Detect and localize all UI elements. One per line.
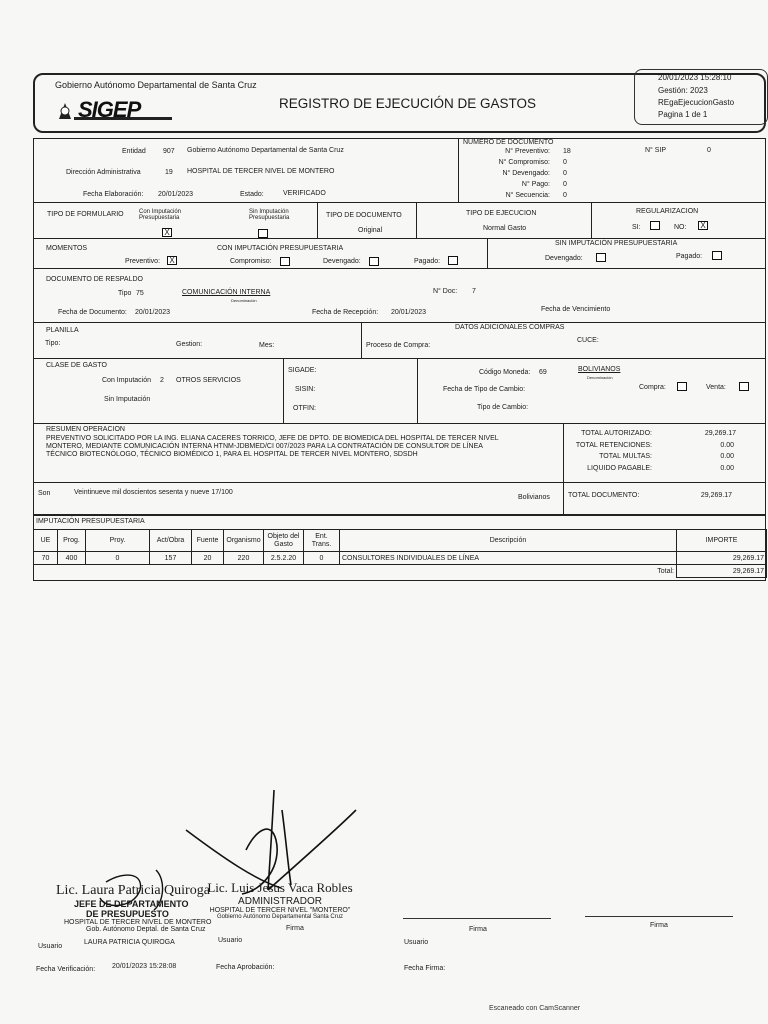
tipo-formulario-label: TIPO DE FORMULARIO — [47, 211, 124, 218]
regularizacion-si-checkbox[interactable] — [650, 221, 660, 230]
logo-text: SIGEP — [78, 97, 141, 122]
col-actobra: Act/Obra — [150, 530, 192, 552]
respaldo-doc-value: 7 — [472, 288, 476, 295]
total-autorizado-label: TOTAL AUTORIZADO: — [581, 430, 652, 437]
government-name: Gobierno Autónomo Departamental de Santa Cruz — [55, 80, 257, 90]
regularizacion-no-label: NO: — [674, 224, 687, 231]
con-imputacion-label: Con Imputación Presupuestaria — [139, 209, 182, 221]
son-value: Veintinueve mil doscientos sesenta y nueve 17/100 — [74, 489, 233, 496]
stamp1-name: Lic. Laura Patricia Quiroga — [56, 883, 210, 898]
col-ent-trans: Ent. Trans. — [304, 530, 340, 552]
header-datetime: 20/01/2023 15:28:10 — [658, 73, 732, 82]
fecha-recepcion-label: Fecha de Recepción: — [312, 309, 379, 316]
imputacion-total: 29,269.17 — [677, 565, 767, 578]
moneda-denominacion: Denominación — [587, 375, 613, 380]
planilla-gestion-label: Gestion: — [176, 341, 203, 348]
sigade-label: SIGADE: — [288, 367, 317, 374]
regularizacion-label: REGULARIZACION — [636, 208, 699, 215]
fecha-firma-label: Fecha Firma: — [404, 965, 446, 972]
secuencia-value: 0 — [563, 192, 567, 199]
direccion-name: HOSPITAL DE TERCER NIVEL DE MONTERO — [187, 168, 335, 175]
stamp2-gov: Gobierno Autónomo Departamental Santa Cruz — [216, 914, 344, 920]
clase-sin-label: Sin Imputación — [104, 396, 151, 403]
datos-adicionales-label: DATOS ADICIONALES COMPRAS — [455, 324, 565, 331]
fecha-recepcion: 20/01/2023 — [391, 309, 427, 316]
imputacion-header-row — [34, 530, 767, 552]
tipo-ejecucion-value: Normal Gasto — [483, 225, 527, 232]
devengado-label: N° Devengado: — [502, 170, 550, 177]
cuce-label: CUCE: — [577, 337, 599, 344]
momentos-sin-label: SIN IMPUTACIÓN PRESUPUESTARIA — [555, 240, 678, 247]
entidad-label: Entidad — [122, 148, 146, 155]
direccion-code: 19 — [165, 169, 173, 176]
bolivianos-label: Bolivianos — [518, 494, 550, 501]
col-organismo: Organismo — [224, 530, 264, 552]
pagado-checkbox[interactable] — [448, 256, 458, 265]
fecha-elaboracion-label: Fecha Elaboración: — [83, 191, 144, 198]
direccion-label: Dirección Administrativa — [66, 169, 141, 176]
header-page: Pagina 1 de 1 — [658, 110, 708, 119]
resumen-line-3: TÉCNICO BIOTECNÓLOGO, TÉCNICO BIOMÉDICO 1, PARA EL HOSPITAL DE TERCER NIVEL MONTERO, SDSDH — [46, 451, 418, 458]
fecha-elaboracion: 20/01/2023 — [158, 191, 194, 198]
devengado-checkbox[interactable] — [369, 257, 379, 266]
sin-devengado-label: Devengado: — [545, 255, 583, 262]
regularizacion-no-checkbox[interactable]: X — [698, 221, 708, 230]
sin-imputacion-label: Sin Imputación Presupuestaria — [249, 209, 290, 221]
clase-gasto-label: CLASE DE GASTO — [46, 362, 107, 369]
clase-con-label: Con Imputación — [102, 377, 152, 384]
compromiso-label: N° Compromiso: — [498, 159, 550, 166]
compra-label: Compra: — [639, 384, 666, 391]
total-documento: 29,269.17 — [700, 492, 732, 499]
compromiso-momento-label: Compromiso: — [230, 258, 272, 265]
secuencia-label: N° Secuencia: — [505, 192, 550, 199]
respaldo-tipo-code: 75 — [136, 290, 144, 297]
tipo-cambio-label: Tipo de Cambio: — [477, 404, 529, 411]
fecha-aprobacion-label: Fecha Aprobación: — [216, 964, 275, 971]
col-descripcion: Descripción — [340, 530, 677, 552]
resumen-line-2: MONTERO, MEDIANTE COMUNICACIÓN INTERNA HTNM-JDBMED/CI 007/2023 PARA LA CONTRATACIÓN DE CONSULTOR DE LÍNEA — [46, 443, 483, 450]
preventivo-momento-label: Preventivo: — [125, 258, 161, 265]
fecha-verificacion: 20/01/2023 15:28:08 — [112, 963, 177, 970]
otfin-label: OTFIN: — [293, 405, 316, 412]
imputacion-table — [33, 529, 767, 578]
resumen-label: RESUMEN OPERACION — [46, 426, 125, 433]
moneda-code: 69 — [539, 369, 547, 376]
entidad-name: Gobierno Autónomo Departamental de Santa Cruz — [187, 147, 344, 154]
stamp2-title: ADMINISTRADOR — [238, 896, 322, 907]
col-ue: UE — [34, 530, 58, 552]
usuario1-label: Usuario — [38, 943, 63, 950]
col-objeto: Objeto del Gasto — [264, 530, 304, 552]
col-proy: Proy. — [86, 530, 150, 552]
proceso-compra-label: Proceso de Compra: — [366, 342, 431, 349]
numero-title: NUMERO DE DOCUMENTO — [463, 139, 554, 146]
sin-pagado-checkbox[interactable] — [712, 251, 722, 260]
stamp1-org: HOSPITAL DE TERCER NIVEL DE MONTERO — [64, 919, 212, 926]
firma-label-2: Firma — [286, 925, 304, 932]
firma-label-4: Firma — [650, 922, 668, 929]
sin-devengado-checkbox[interactable] — [596, 253, 606, 262]
stamp2-org: HOSPITAL DE TERCER NIVEL "MONTERO" — [209, 907, 351, 914]
imputacion-total-label: Total: — [340, 565, 677, 578]
stamp1-title: JEFE DE DEPARTAMENTO — [74, 899, 189, 909]
sigep-logo — [56, 97, 174, 123]
clase-con-code: 2 — [160, 377, 164, 384]
moneda-label: Código Moneda: — [479, 369, 531, 376]
stamp2-name: Lic. Luis Jesus Vaca Robles — [207, 880, 353, 895]
preventivo-checkbox[interactable]: X — [167, 256, 177, 265]
liquido-pagable-label: LIQUIDO PAGABLE: — [587, 465, 652, 472]
resumen-line-1: PREVENTIVO SOLICITADO POR LA ING. ELIANA CACERES TORRICO, JEFE DE DPTO. DE BIOMEDICA DEL HOSPITAL DE TERCER NIVEL — [46, 435, 499, 442]
sisin-label: SISIN: — [295, 386, 316, 393]
tipo-documento-label: TIPO DE DOCUMENTO — [326, 212, 402, 219]
sip-label: N° SIP — [645, 147, 667, 154]
col-fuente: Fuente — [192, 530, 224, 552]
entidad-code: 907 — [163, 148, 175, 155]
preventivo-value: 18 — [563, 148, 571, 155]
tipo-ejecucion-label: TIPO DE EJECUCION — [466, 210, 537, 217]
son-label: Son — [38, 490, 51, 497]
tipo-documento-value: Original — [358, 227, 383, 234]
fecha-vencimiento-label: Fecha de Vencimiento — [541, 306, 611, 313]
devengado-momento-label: Devengado: — [323, 258, 361, 265]
sin-imputacion-checkbox[interactable] — [258, 229, 268, 238]
compromiso-value: 0 — [563, 159, 567, 166]
imputacion-label: IMPUTACIÓN PRESUPUESTARIA — [36, 518, 145, 525]
scanner-watermark: Escaneado con CamScanner — [489, 1005, 581, 1012]
fecha-verificacion-label: Fecha Verificación: — [36, 966, 96, 973]
col-importe: IMPORTE — [677, 530, 767, 552]
total-multas: 0.00 — [720, 453, 734, 460]
planilla-tipo-label: Tipo: — [45, 340, 61, 347]
venta-checkbox[interactable] — [739, 382, 749, 391]
respaldo-denominacion: Denominación — [231, 298, 257, 303]
respaldo-label: DOCUMENTO DE RESPALDO — [46, 276, 143, 283]
preventivo-label: N° Preventivo: — [505, 148, 550, 155]
compra-checkbox[interactable] — [677, 382, 687, 391]
momentos-con-label: CON IMPUTACIÓN PRESUPUESTARIA — [217, 245, 344, 252]
stamp-administrador — [190, 880, 370, 920]
fecha-cambio-label: Fecha de Tipo de Cambio: — [443, 386, 526, 393]
regularizacion-si-label: SI: — [632, 224, 641, 231]
total-retenciones-label: TOTAL RETENCIONES: — [575, 442, 652, 449]
planilla-mes-label: Mes: — [259, 342, 275, 349]
header-report: REgaEjecucionGasto — [658, 98, 735, 107]
table-row: 70 400 0 157 20 220 2.5.2.20 0 CONSULTORES INDIVIDUALES DE LÍNEA 29,269.17 — [34, 552, 767, 565]
document-title: REGISTRO DE EJECUCIÓN DE GASTOS — [279, 96, 537, 111]
planilla-label: PLANILLA — [46, 327, 79, 334]
estado-value: VERIFICADO — [283, 190, 326, 197]
usuario2-label: Usuario — [218, 937, 243, 944]
total-autorizado: 29,269.17 — [704, 430, 736, 437]
fecha-documento-label: Fecha de Documento: — [58, 309, 127, 316]
total-multas-label: TOTAL MULTAS: — [599, 453, 652, 460]
total-documento-label: TOTAL DOCUMENTO: — [568, 492, 640, 499]
respaldo-tipo-label: Tipo — [118, 290, 132, 297]
estado-label: Estado: — [240, 191, 264, 198]
con-imputacion-checkbox[interactable]: X — [162, 228, 172, 237]
imputacion-total-row — [34, 565, 767, 578]
respaldo-tipo-name: COMUNICACIÓN INTERNA — [182, 289, 271, 296]
stamp1-gov: Gob. Autónomo Deptal. de Santa Cruz — [86, 926, 206, 933]
sip-value: 0 — [707, 147, 711, 154]
usuario3-label: Usuario — [404, 939, 429, 946]
moneda-name: BOLIVIANOS — [578, 366, 621, 373]
respaldo-doc-label: N° Doc: — [433, 288, 458, 295]
pago-label: N° Pago: — [521, 181, 550, 188]
total-retenciones: 0.00 — [720, 442, 734, 449]
momentos-label: MOMENTOS — [46, 245, 88, 252]
header-gestion: Gestión: 2023 — [658, 86, 708, 95]
sin-pagado-label: Pagado: — [676, 253, 703, 260]
firma-label-3: Firma — [469, 926, 487, 933]
venta-label: Venta: — [706, 384, 726, 391]
usuario1-value: LAURA PATRICIA QUIROGA — [84, 939, 175, 946]
devengado-value: 0 — [563, 170, 567, 177]
clase-con-name: OTROS SERVICIOS — [176, 377, 241, 384]
compromiso-checkbox[interactable] — [280, 257, 290, 266]
pago-value: 0 — [563, 181, 567, 188]
pagado-momento-label: Pagado: — [414, 258, 441, 265]
fecha-documento: 20/01/2023 — [135, 309, 171, 316]
stamp1-sub: DE PRESUPUESTO — [86, 909, 169, 919]
liquido-pagable: 0.00 — [720, 465, 734, 472]
col-prog: Prog. — [58, 530, 86, 552]
